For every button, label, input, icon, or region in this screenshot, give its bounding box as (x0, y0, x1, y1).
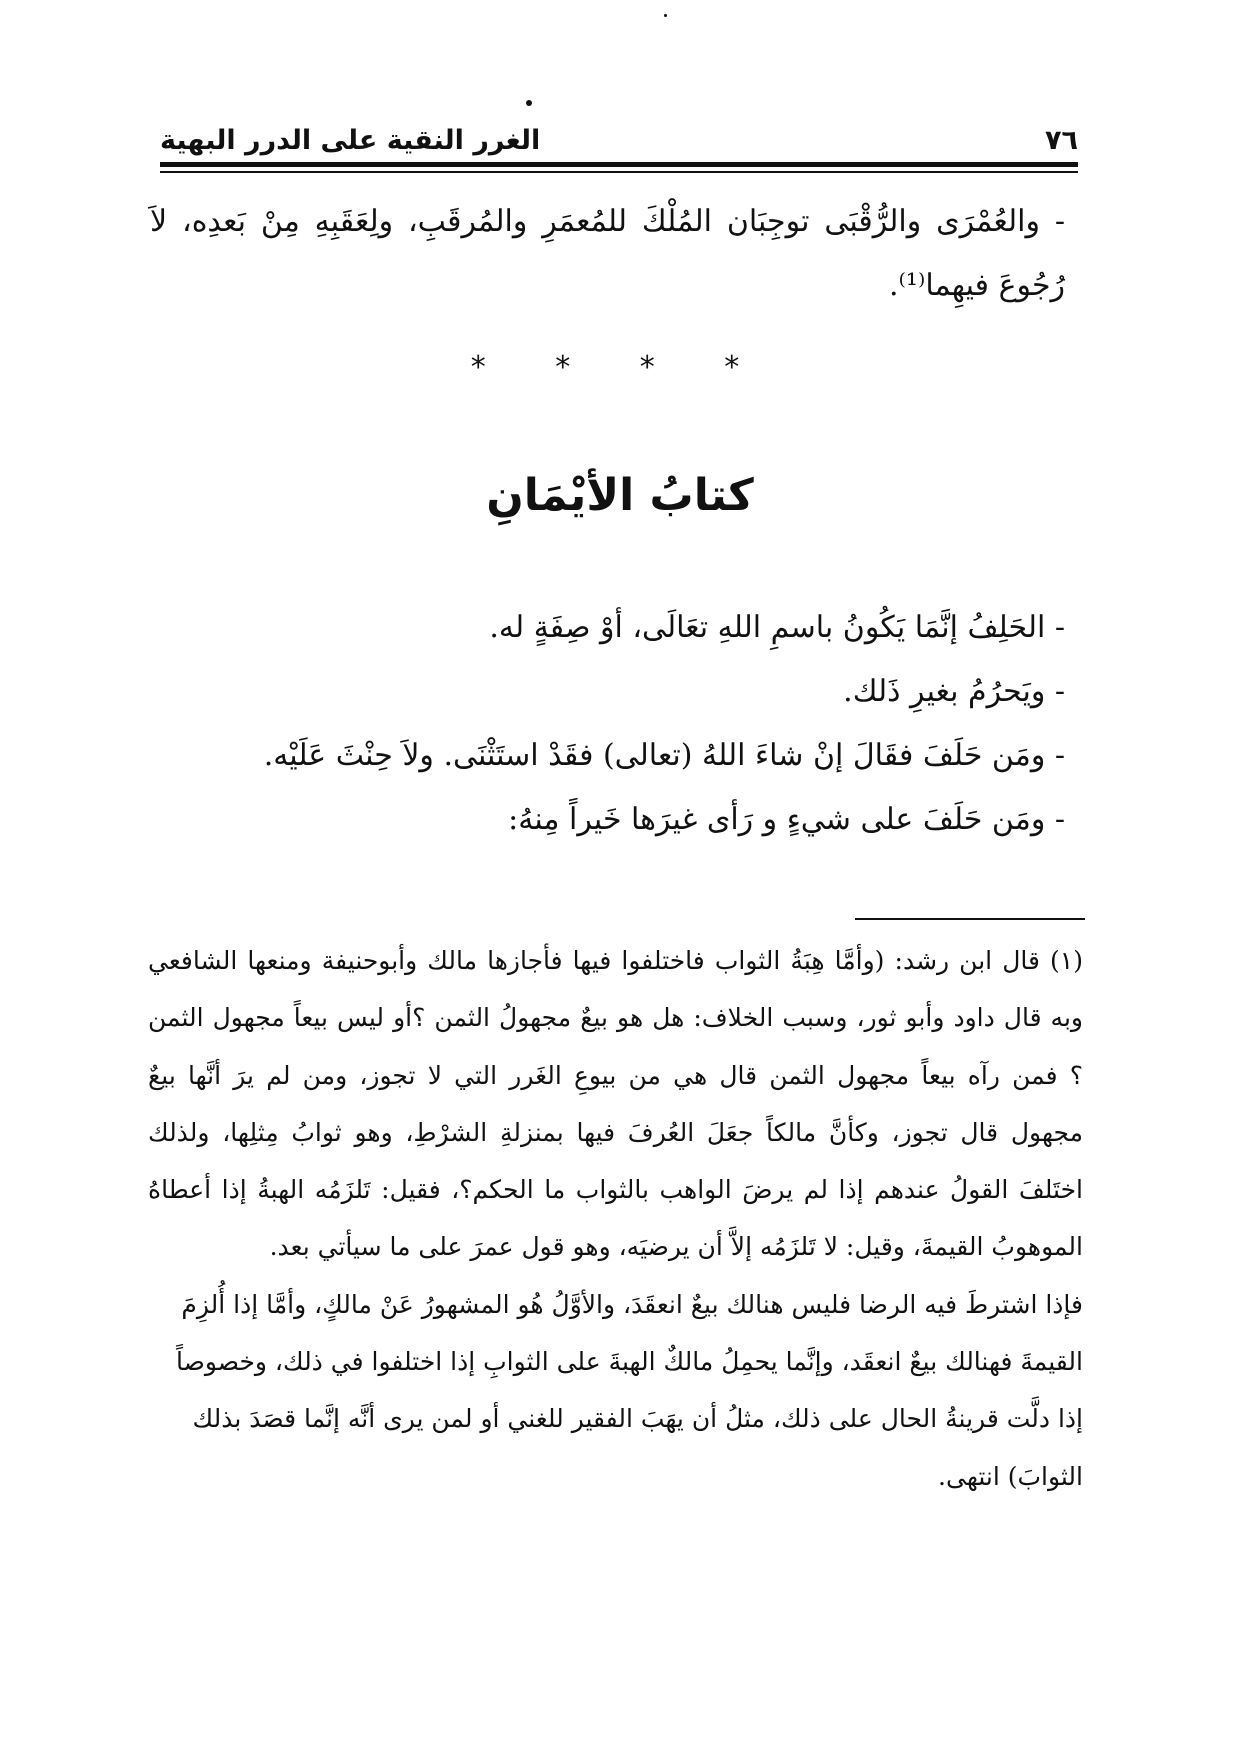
rule-line: - الحَلِفُ إنَّمَا يَكُونُ باسمِ اللهِ تعَالَى، أوْ صِفَةٍ له. (489, 610, 1065, 645)
footnote-paragraph: فإذا اشترطَ فيه الرضا فليس هنالك بيعٌ انعقَدَ، والأوَّلُ هُو المشهورُ عَنْ مالكٍ، وأمَّا إذا أُلزِمَ القيمةَ فهنالك بيعٌ انعقَد، وإنَّما يحمِلُ مالكٌ الهبةَ على الثوابِ إذا اختلفوا في ذلك، وخصوصاً إذا دلَّت قرينةُ الحال على ذلك، مثلُ أن يهَبَ الفقير للغني أو لمن يرى أنَّه إنَّما قصَدَ بذلك الثوابَ) انتهى. (176, 1289, 1083, 1491)
book-title: الغرر النقية على الدرر البهية (160, 125, 541, 156)
section-separator: * * * * (470, 350, 770, 385)
footnote (148, 932, 1083, 1505)
header-rule-thin (160, 171, 1078, 173)
footnote-paragraph: (١) قال ابن رشد: (وأمَّا هِبَةُ الثواب فاختلفوا فيها فأجازها مالك وأبوحنيفة ومنعها الشافعي وبه قال داود وأبو ثور، وسبب الخلاف: هل هو بيعٌ مجهولُ الثمن ؟أو ليس بيعاً مجهول الثمن ؟ فمن رآه بيعاً مجهول الثمن قال هي من بيوعِ الغَرر التي لا تجوز، ومن لم يرَ أنَّها بيعٌ مجهول قال تجوز، وكأنَّ مالكاً جعَلَ العُرفَ فيها بمنزلةِ الشرْطِ، وهو ثوابُ مِثلِها، ولذلك اختَلفَ القولُ عندهم إذا لم يرضَ الواهب بالثواب ما الحكم؟، فقيل: تَلزَمُه الهبةُ إذا أعطاهُ الموهوبُ القيمةَ، وقيل: لا تَلزَمُه إلاَّ أن يرضيَه، وهو قول عمرَ على ما سيأتي بعد. (148, 946, 1083, 1262)
rules-list (150, 596, 1065, 852)
intro-paragraph: - والعُمْرَى والرُّقْبَى توجِبَان المُلْكَ للمُعمَرِ والمُرقَبِ، ولِعَقَبِهِ مِنْ بَعدِه، لاَ رُجُوعَ فيهِما⁽¹⁾. (150, 204, 1065, 303)
page-number: ٧٦ (1045, 125, 1078, 156)
header-rule-thick (160, 162, 1078, 167)
scan-speck (664, 14, 667, 17)
rule-line: - ومَن حَلَفَ فقَالَ إنْ شاءَ اللهُ (تعالى) فقَدْ استَثْنَى. ولاَ حِنْثَ عَلَيْه. (263, 738, 1065, 773)
rule-line: - ومَن حَلَفَ على شيءٍ و رَأى غيرَها خَيراً مِنهُ: (508, 802, 1065, 837)
footnote-separator (855, 918, 1085, 920)
scan-speck (526, 100, 532, 106)
chapter-title: كتابُ الأيْمَانِ (486, 470, 754, 521)
rule-line: - ويَحرُمُ بغيرِ ذَلك. (843, 674, 1065, 709)
running-header (160, 112, 1078, 156)
